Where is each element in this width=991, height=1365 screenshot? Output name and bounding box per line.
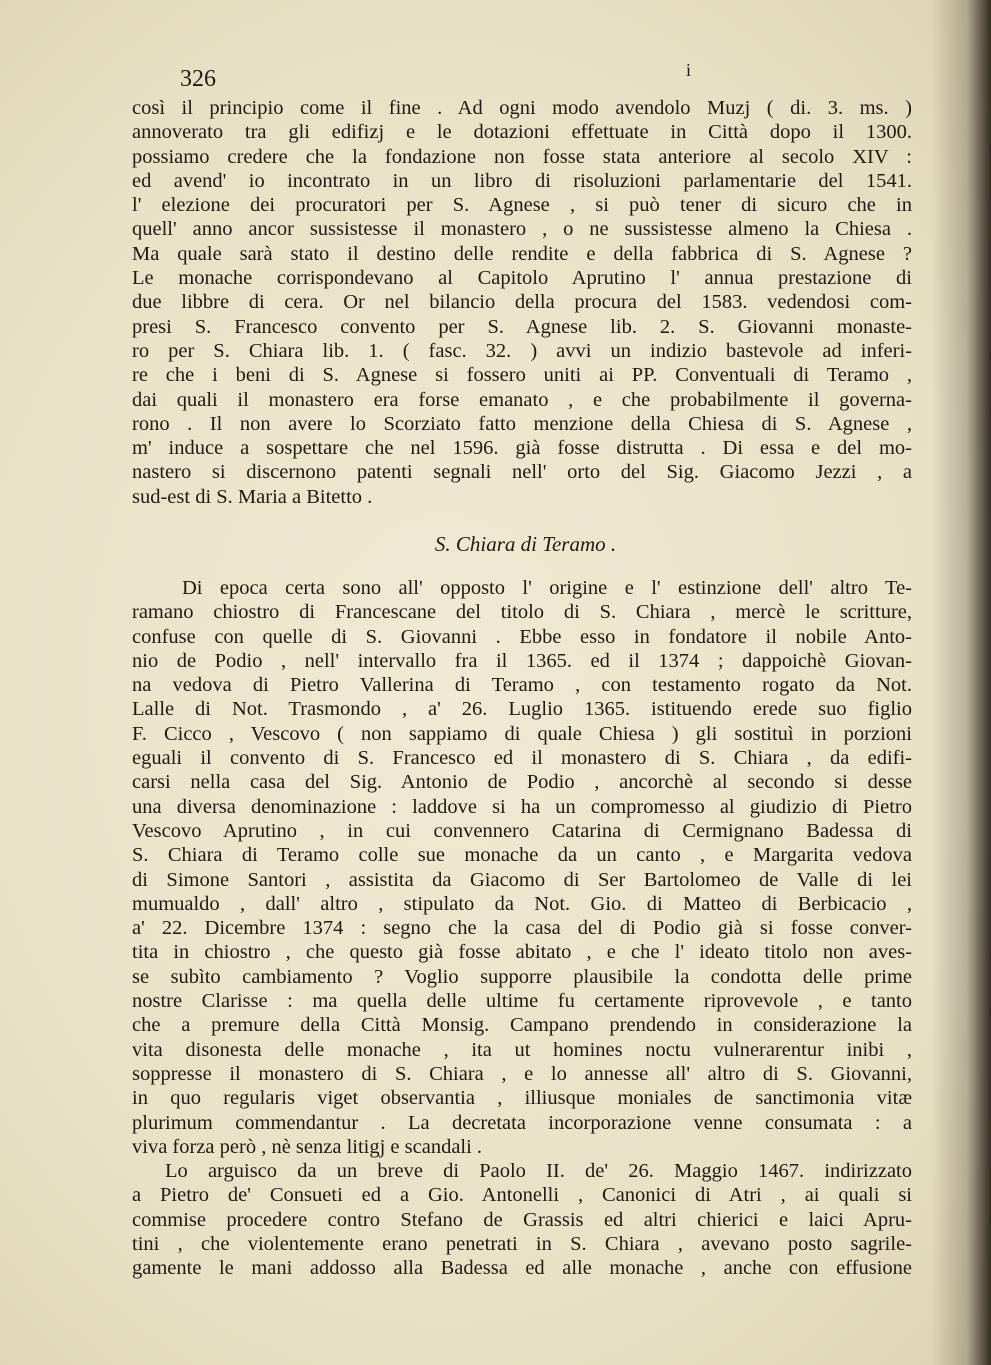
text-line: F. Cicco , Vescovo ( non sappiamo di quale Chiesa ) gli sostituì in porzioni [132, 722, 912, 745]
page-header [180, 60, 720, 100]
text-line: eguali il convento di S. Francesco ed il monastero di S. Chiara , da edifi- [132, 747, 912, 770]
text-line: confuse con quelle di S. Giovanni . Ebbe esso in fondatore il nobile Anto- [132, 625, 912, 648]
text-line: possiamo credere che la fondazione non fosse stata anteriore al secolo XIV : [132, 145, 912, 168]
text-line: na vedova di Pietro Vallerina di Teramo , con testamento rogato da Not. [132, 674, 912, 697]
text-line: soppresse il monastero di S. Chiara , e lo annesse all' altro di S. Giovanni, [132, 1062, 912, 1085]
text-line: m' induce a sospettare che nel 1596. già fosse distrutta . Di essa e del mo- [132, 437, 912, 460]
text-line: tita in chiostro , che questo già fosse abitato , e che l' ideato titolo non aves- [132, 941, 912, 964]
text-line: re che i beni di S. Agnese si fossero uniti ai PP. Conventuali di Teramo , [132, 364, 912, 387]
text-line: sud-est di S. Maria a Bitetto . [132, 485, 373, 508]
text-line: mumualdo , dall' altro , stipulato da Not. Gio. di Matteo di Berbicacio , [132, 892, 912, 915]
header-mark: i [686, 60, 692, 80]
text-line: Ma quale sarà stato il destino delle rendite e della fabbrica di S. Agnese ? [132, 242, 912, 265]
text-line: Vescovo Aprutino , in cui convennero Catarina di Cermignano Badessa di [132, 819, 912, 842]
text-line: tini , che violentemente erano penetrati in S. Chiara , avevano posto sagrile- [132, 1233, 912, 1256]
text-line: ramano chiostro di Francescane del titolo di S. Chiara , mercè le scritture, [132, 601, 912, 624]
text-line: così il principio come il fine . Ad ogni modo avendolo Muzj ( di. 3. ms. ) [132, 97, 912, 119]
text-line: di Simone Santori , assistita da Giacomo di Ser Bartolomeo de Valle di lei [132, 868, 912, 891]
text-line: due libbre di cera. Or nel bilancio della procura del 1583. vedendosi com- [132, 291, 912, 314]
text-line: gamente le mani addosso alla Badessa ed alle monache , anche con effusione [132, 1257, 912, 1280]
text-line: ro per S. Chiara lib. 1. ( fasc. 32. ) avvi un indizio bastevole ad inferi- [132, 339, 912, 362]
page-edge-shadow [931, 0, 991, 1365]
text-line: in quo regularis viget observantia , illiusque moniales de sanctimonia vitæ [132, 1087, 912, 1110]
page-number: 326 [180, 66, 216, 92]
text-line: quell' anno ancor sussistesse il monastero , o ne sussistesse almeno la Chiesa . [132, 218, 912, 241]
paragraph-s-chiara [132, 576, 912, 1281]
text-line: a Pietro de' Consueti ed a Gio. Antonelli , Canonici di Atri , ai quali si [132, 1184, 912, 1207]
text-line: nostre Clarisse : ma quella delle ultime fu certamente riprovevole , e tanto [132, 990, 912, 1013]
text-line: presi S. Francesco convento per S. Agnese lib. 2. S. Giovanni monaste- [132, 315, 912, 338]
text-line: se subìto cambiamento ? Voglio supporre plausibile la condotta delle prime [132, 965, 912, 988]
text-line: Di epoca certa sono all' opposto l' origine e l' estinzione dell' altro Te- [182, 577, 912, 599]
text-line: nio de Podio , nell' intervallo fra il 1365. ed il 1374 ; dappoichè Giovan- [132, 649, 912, 672]
text-line: a' 22. Dicembre 1374 : segno che la casa del di Podio già si fosse conver- [132, 917, 912, 940]
text-line: dai quali il monastero era forse emanato , e che probabilmente il governa- [132, 388, 912, 411]
text-line: Lo arguisco da un breve di Paolo II. de' 26. Maggio 1467. indirizzato [165, 1160, 912, 1183]
text-line: plurimum commendantur . La decretata incorporazione venne consumata : a [132, 1111, 912, 1134]
text-line: carsi nella casa del Sig. Antonio de Podio , ancorchè al secondo si desse [132, 771, 912, 794]
text-line: nastero si discernono patenti segnali nell' orto del Sig. Giacomo Jezzi , a [132, 461, 912, 484]
text-line: viva forza però , nè senza litigj e scandali . [132, 1135, 483, 1158]
text-line: Lalle di Not. Trasmondo , a' 26. Luglio 1365. istituendo erede suo figlio [132, 698, 912, 721]
text-line: Le monache corrispondevano al Capitolo Aprutino l' annua prestazione di [132, 267, 912, 290]
text-line: ed avend' io incontrato in un libro di risoluzioni parlamentarie del 1541. [132, 169, 912, 192]
text-line: l' elezione dei procuratori per S. Agnese , si può tener di sicuro che in [132, 194, 912, 217]
text-line: vita disonesta delle monache , ita ut homines noctu vulnerarentur inibi , [132, 1038, 912, 1061]
paragraph-s-agnese [132, 96, 912, 509]
text-line: rono . Il non avere lo Scorziato fatto menzione della Chiesa di S. Agnese , [132, 412, 912, 435]
text-line: annoverato tra gli edifizj e le dotazioni effettuate in Città dopo il 1300. [132, 121, 912, 144]
text-line: una diversa denominazione : laddove si ha un compromesso al giudizio di Pietro [132, 795, 912, 818]
text-line: S. Chiara di Teramo colle sue monache da un canto , e Margarita vedova [132, 844, 912, 867]
section-title: S. Chiara di Teramo . [434, 532, 617, 556]
text-line: che a premure della Città Monsig. Campano prendendo in considerazione la [132, 1014, 912, 1037]
text-line: commise procedere contro Stefano de Grassis ed altri chierici e laici Apru- [132, 1208, 912, 1231]
